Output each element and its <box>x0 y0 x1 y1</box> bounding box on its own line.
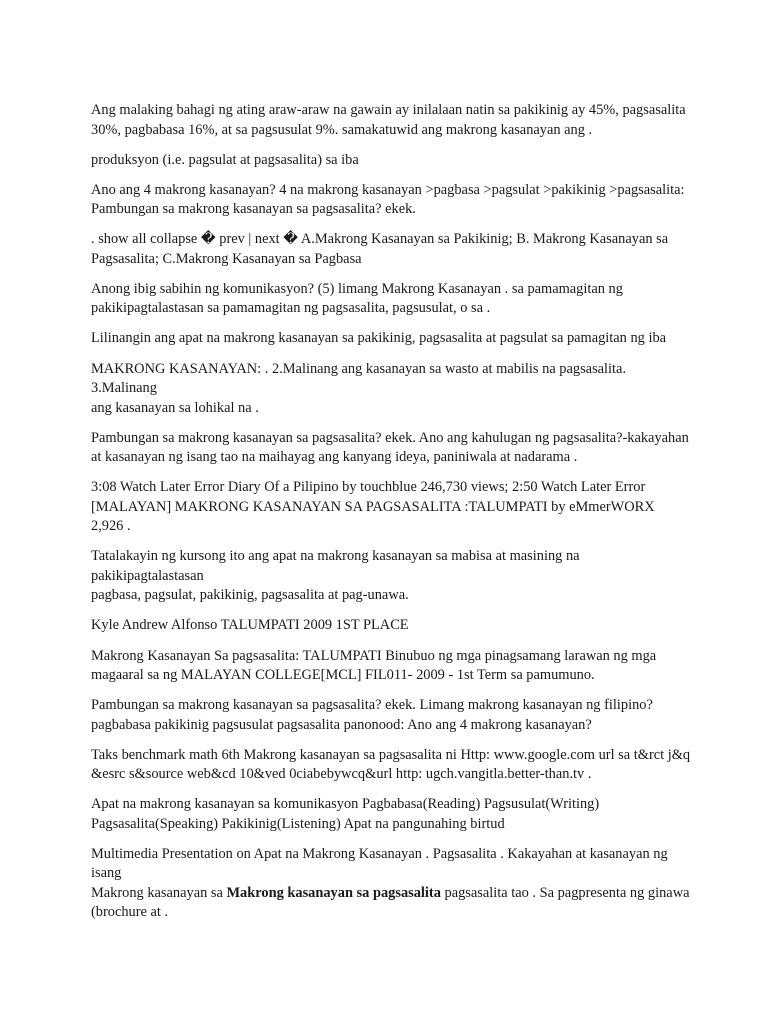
document-paragraph <box>91 329 691 349</box>
document-paragraph <box>91 230 691 269</box>
paragraph-line: ang kasanayan sa lohikal na . <box>91 399 259 416</box>
document-paragraph <box>91 547 691 606</box>
paragraph-line: Pambungan sa makrong kasanayan sa pagsasalita? ekek. <box>91 201 416 218</box>
document-paragraph <box>91 795 691 834</box>
document-paragraph <box>91 360 691 419</box>
paragraph-line: Apat na makrong kasanayan sa komunikasyon Pagbabasa(Reading) Pagsusulat(Writing) <box>91 796 600 813</box>
paragraph-line: Tatalakayin ng kursong ito ang apat na makrong kasanayan sa mabisa at masining na pakikipagtalastasan <box>91 548 580 584</box>
paragraph-line: [MALAYAN] MAKRONG KASANAYAN SA PAGSASALITA :TALUMPATI by eMmerWORX <box>91 498 655 515</box>
paragraph-line: Ang malaking bahagi ng ating araw-araw na gawain ay inilalaan natin sa pakikinig ay 45%, pagsasalita <box>91 102 686 118</box>
paragraph-line: 3:08 Watch Later Error Diary Of a Pilipino by touchblue 246,730 views; 2:50 Watch Later Error <box>91 479 646 496</box>
paragraph-line: produksyon (i.e. pagsulat at pagsasalita) sa iba <box>91 151 359 168</box>
paragraph-line: Pambungan sa makrong kasanayan sa pagsasalita? ekek. Ano ang kahulugan ng pagsasalita?-kakayahan <box>91 429 689 446</box>
paragraph-line: pakikipagtalastasan sa pamamagitan ng pagsasalita, pagsusulat, o sa . <box>91 300 491 317</box>
paragraph-line: Kyle Andrew Alfonso TALUMPATI 2009 1ST PLACE <box>91 617 409 634</box>
paragraph-line: MAKRONG KASANAYAN: . 2.Malinang ang kasanayan sa wasto at mabilis na pagsasalita. 3.Malinang <box>91 360 627 397</box>
paragraph-line: Makrong kasanayan sa <box>91 884 227 901</box>
bold-keyword: Makrong kasanayan sa pagsasalita <box>226 884 441 901</box>
document-paragraph <box>91 845 691 923</box>
document-paragraph <box>91 616 691 636</box>
document-paragraph <box>91 280 691 319</box>
document-paragraph <box>91 181 691 220</box>
paragraph-line: (brochure at . <box>91 904 169 921</box>
paragraph-line: Anong ibig sabihin ng komunikasyon? (5) limang Makrong Kasanayan . sa pamamagitan ng <box>91 280 623 297</box>
paragraph-line: Pagsasalita(Speaking) Pakikinig(Listening) Apat na pangunahing birtud <box>91 815 505 832</box>
paragraph-line: 2,926 . <box>91 518 131 535</box>
paragraph-line: 30%, pagbabasa 16%, at sa pagsusulat 9%. samakatuwid ang makrong kasanayan ang . <box>91 121 593 138</box>
paragraph-line: pagbasa, pagsulat, pakikinig, pagsasalita at pag-unawa. <box>91 587 409 604</box>
document-paragraph <box>91 647 691 686</box>
paragraph-line: pagbabasa pakikinig pagsusulat pagsasalita panonood: Ano ang 4 makrong kasanayan? <box>91 716 592 733</box>
document-body <box>91 101 691 934</box>
paragraph-line: Pambungan sa makrong kasanayan sa pagsasalita? ekek. Limang makrong kasanayan ng filipino? <box>91 697 653 714</box>
paragraph-line: Ano ang 4 makrong kasanayan? 4 na makrong kasanayan >pagbasa >pagsulat >pakikinig >pagsasalita: <box>91 181 685 198</box>
paragraph-line: pagsasalita tao . Sa pagpresenta ng ginawa <box>440 884 690 901</box>
paragraph-line: Taks benchmark math 6th Makrong kasanayan sa pagsasalita ni Http: www.google.com url sa t&rct j&q <box>91 746 691 763</box>
document-paragraph <box>91 151 691 171</box>
paragraph-line: magaaral sa ng MALAYAN COLLEGE[MCL] FIL011- 2009 - 1st Term sa pamumuno. <box>91 667 595 684</box>
paragraph-line: Pagsasalita; C.Makrong Kasanayan sa Pagbasa <box>91 250 362 267</box>
paragraph-line: Lilinangin ang apat na makrong kasanayan sa pakikinig, pagsasalita at pagsulat sa pamagitan ng iba <box>91 330 667 347</box>
paragraph-line: . show all collapse � prev | next � A.Makrong Kasanayan sa Pakikinig; B. Makrong Kasanayan sa <box>91 231 669 248</box>
document-paragraph <box>91 696 691 735</box>
paragraph-line: &esrc s&source web&cd 10&ved 0ciabebywcq&url http: ugch.vangitla.better-than.tv . <box>91 766 592 783</box>
paragraph-line: Multimedia Presentation on Apat na Makrong Kasanayan . Pagsasalita . Kakayahan at kasanayan ng isang <box>91 845 668 882</box>
document-paragraph <box>91 101 691 140</box>
document-paragraph <box>91 478 691 537</box>
document-paragraph <box>91 429 691 468</box>
document-paragraph <box>91 746 691 785</box>
paragraph-line: Makrong Kasanayan Sa pagsasalita: TALUMPATI Binubuo ng mga pinagsamang larawan ng mga <box>91 647 657 664</box>
paragraph-line: at kasanayan ng isang tao na maihayag ang kanyang ideya, paniniwala at nadarama . <box>91 449 578 466</box>
